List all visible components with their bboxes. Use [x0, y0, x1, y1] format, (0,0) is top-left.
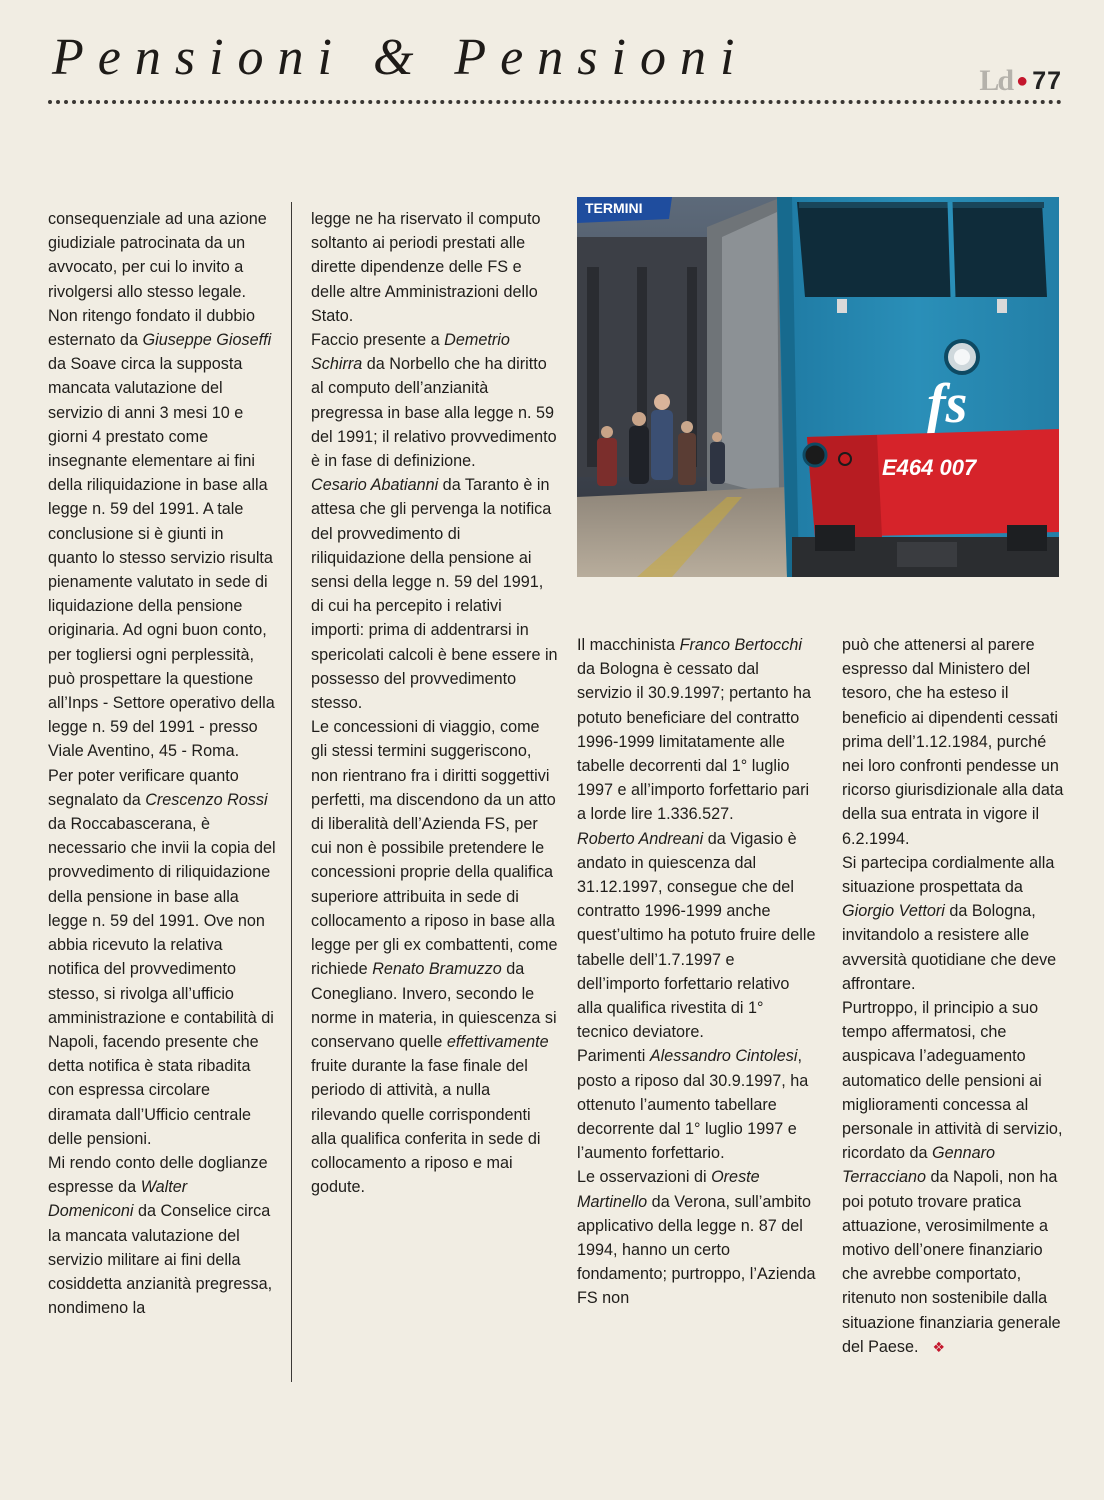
text-run: Purtroppo, il principio a suo tempo affermatosi, che auspicava l’adeguamento automatico delle pensioni ai miglioramenti concessa al personale in attività di servizio, ricordato da — [842, 999, 1063, 1163]
text-run: Le concessioni di viaggio, come gli stessi termini suggeriscono, non rientrano fra i diritti soggettivi perfetti, ma discendono da un atto di liberalità dell’Azienda FS, per cui non è possibile pretendere le concessioni proprie della qualifica superiore attribuita in sede di collocamento a riposo in base alla legge per gli ex combattenti, come richiede — [311, 718, 558, 979]
person-name: Franco Bertocchi — [679, 636, 802, 654]
station-sign-text: TERMINI — [585, 200, 643, 216]
text-run: consequenziale ad una azione giudiziale patrocinata da un avvocato, per cui lo invito a rivolgersi allo stesso legale. Non ritengo fondato il dubbio esternato da — [48, 210, 267, 350]
paragraph — [48, 207, 276, 764]
person-name: Cesario Abatianni — [311, 476, 439, 495]
magazine-logo: Ld — [979, 64, 1013, 97]
fs-logo: fs — [927, 373, 968, 435]
paragraph — [577, 827, 817, 1045]
text-run: Faccio presente a — [311, 331, 445, 350]
article-column-1 — [48, 207, 276, 1320]
paragraph — [577, 633, 817, 827]
text-run: , posto a riposo dal 30.9.1997, ha ottenuto l’aumento tabellare decorrente dal 1° luglio 1997 e l’aumento forfettario. — [577, 1047, 809, 1163]
locomotive-number: E464 007 — [882, 455, 977, 480]
text-run: da Roccabascerana, è necessario che invii la copia del provvedimento di riliquidazione della pensione in base alla legge n. 59 del 1991. Ove non abbia ricevuto la relativa notifica del provvedimento stesso, si rivolga all’ufficio amministrazione e contabilità di Napoli, facendo presente che detta notifica è stata ribadita con espressa circolare diramata dall’Ufficio centrale delle pensioni. — [48, 815, 276, 1148]
paragraph — [48, 764, 276, 1151]
article-column-4 — [842, 633, 1072, 1359]
person-name: Alessandro Cintolesi — [649, 1047, 798, 1066]
text-run: da Conselice circa la mancata valutazione del servizio militare ai fini della cosiddetta anzianità pregressa, nondimeno la — [48, 1202, 273, 1318]
text-run: fruite durante la fase finale del periodo di attività, a nulla rilevando quelle corrispondenti alla qualifica conferita in sede di collocamento a riposo e mai godute. — [311, 1057, 541, 1197]
page-title: Pensioni & Pensioni — [52, 29, 749, 86]
end-of-article-icon: ❖ — [932, 1338, 946, 1355]
person-name: Giuseppe Gioseffi — [142, 331, 272, 350]
text-run: può che attenersi al parere espresso dal Ministero del tesoro, che ha esteso il beneficio ai dipendenti cessati prima dell’1.12.1984, purché nei loro confronti pendesse un ricorso giurisdizionale alla data della sua entrata in vigore il 6.2.1994. — [842, 636, 1064, 848]
text-run: Le osservazioni di — [577, 1168, 712, 1187]
page-number: 77 — [1032, 66, 1062, 95]
person-name: Walter Domeniconi — [48, 1178, 188, 1221]
person-name: Crescenzo Rossi — [145, 790, 268, 809]
paragraph — [311, 328, 559, 473]
person-name: Roberto Andreani — [577, 829, 704, 848]
text-run: Parimenti — [577, 1047, 650, 1066]
article-column-2 — [311, 207, 559, 1199]
page-marker — [979, 64, 1062, 98]
text-run: Per poter verificare quanto segnalato da — [48, 766, 239, 809]
person-name: Oreste Martinello — [577, 1168, 760, 1211]
paragraph — [842, 851, 1072, 996]
red-dot-icon: ● — [1016, 69, 1029, 92]
text-run: da Soave circa la supposta mancata valutazione del servizio di anni 3 mesi 10 e giorni 4 prestato come insegnante elementare ai fini della riliquidazione in base alla legge n. 59 del 1991. A tale conclusione si è giunti in quanto lo stesso servizio risulta pienamente valutato in sede di liquidazione della pensione originaria. Ad ogni buon conto, per togliersi ogni perplessità, può prospettare la questione all’Inps - Settore operativo della legge n. 59 del 1991 - presso Viale Aventino, 45 - Roma. — [48, 355, 275, 761]
paragraph — [311, 473, 559, 715]
text-run: Mi rendo conto delle doglianze espresse da — [48, 1153, 268, 1197]
column-divider — [291, 202, 292, 1382]
text-run: Si partecipa cordialmente alla situazione prospettata da — [842, 853, 1055, 897]
paragraph — [311, 207, 559, 328]
text-run: da Conegliano. Invero, secondo le norme in materia, in quiescenza si conservano quelle — [311, 960, 557, 1051]
paragraph — [842, 633, 1072, 851]
paragraph — [577, 1165, 817, 1310]
paragraph — [842, 996, 1072, 1359]
person-name: Renato Bramuzzo — [372, 960, 502, 979]
text-run: legge ne ha riservato il computo soltanto ai periodi prestati alle dirette dipendenze delle FS e delle altre Amministrazioni dello Stato. — [311, 210, 541, 325]
text-run: da Bologna è cessato dal servizio il 30.9.1997; pertanto ha potuto beneficiare del contratto 1996-1999 limitatamente alle tabelle decorrenti dal 1° luglio 1997 e all’importo forfettario pari a lorde lire 1.336.527. — [577, 660, 811, 824]
person-name: Gennaro Terracciano — [842, 1144, 995, 1187]
paragraph — [577, 1044, 817, 1165]
text-run: da Vigasio è andato in quiescenza dal 31.12.1997, consegue che del contratto 1996-1999 anche quest’ultimo ha potuto fruire delle tabelle dell’1.7.1997 e dell’importo forfettario relativo alla qualifica rivestita di 1° tecnico deviatore. — [577, 829, 816, 1042]
person-name: Demetrio Schirra — [311, 331, 510, 374]
locomotive-photo — [577, 197, 1059, 577]
paragraph — [311, 715, 559, 1199]
text-run: da Norbello che ha diritto al computo dell’anzianità pregressa in base alla legge n. 59 del 1991; il relativo provvedimento è in fase di definizione. — [311, 355, 557, 471]
text-run: Il macchinista — [577, 636, 680, 654]
text-run: da Taranto è in attesa che gli pervenga la notifica del provvedimento di riliquidazione della pensione ai sensi della legge n. 59 del 1991, di cui ha percepito i relativi importi: prima di addentrarsi in spericolati calcoli è bene essere in possesso del provvedimento stesso. — [311, 476, 558, 713]
header-dotted-rule — [48, 100, 1062, 104]
paragraph — [48, 1151, 276, 1320]
article-column-3 — [577, 633, 817, 1311]
person-name: Giorgio Vettori — [842, 902, 945, 921]
text-run: da Napoli, non ha poi potuto trovare pratica attuazione, verosimilmente a motivo dell’onere finanziario che avrebbe comportato, ritenuto non sostenibile dalla situazione finanziaria generale del Paese. — [842, 1168, 1061, 1356]
person-name: effettivamente — [446, 1032, 549, 1051]
text-run: da Verona, sull’ambito applicativo della legge n. 87 del 1994, hanno un certo fondamento; purtroppo, l’Azienda FS non — [577, 1192, 816, 1308]
text-run: da Bologna, invitandolo a resistere alle avversità quotidiane che deve affrontare. — [842, 902, 1057, 993]
